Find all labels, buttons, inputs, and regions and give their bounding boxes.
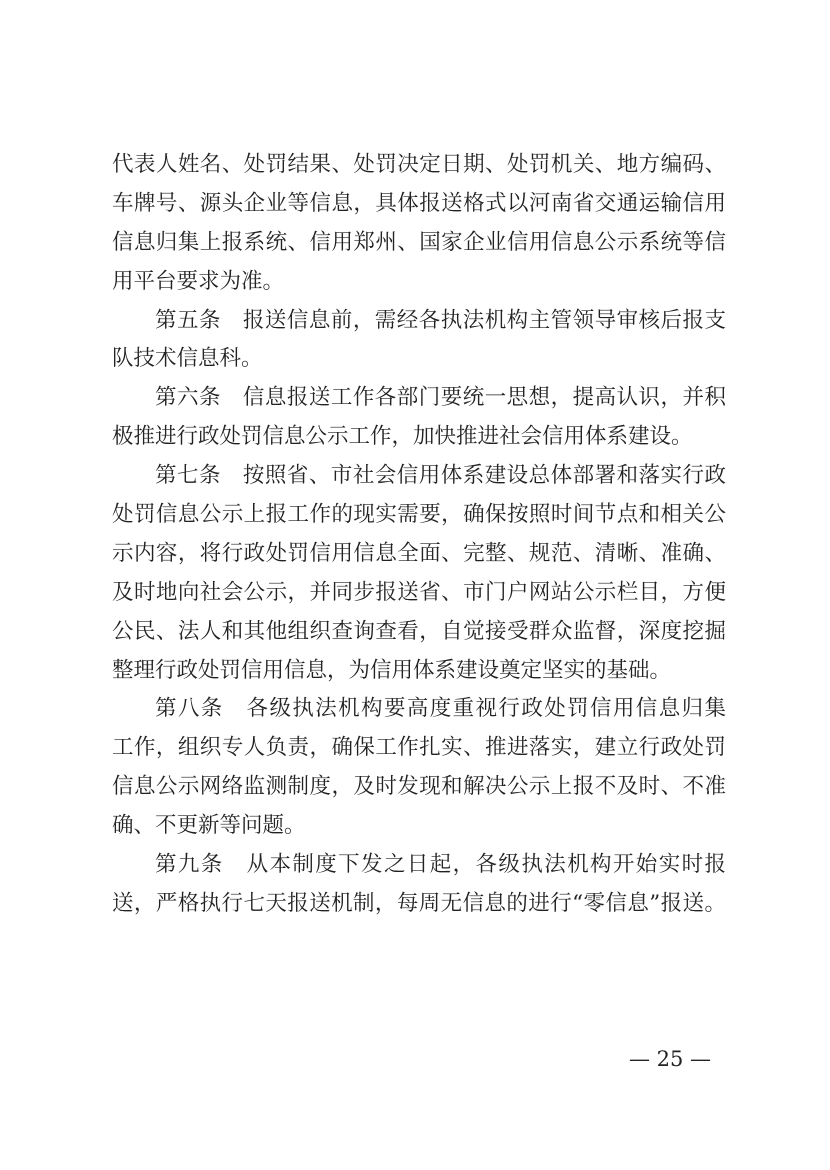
page-number: — 25 — — [628, 1047, 712, 1071]
text-line: 示内容，将行政处罚信用信息全面、完整、规范、清晰、准确、 — [112, 540, 726, 566]
article-5-line: 第五条 报送信息前，需经各执法机构主管领导审核后报支 — [155, 307, 726, 333]
text-line: 公民、法人和其他组织查询查看，自觉接受群众监督，深度挖掘 — [112, 618, 726, 644]
text-line: 送，严格执行七天报送机制，每周无信息的进行“零信息”报送。 — [112, 890, 726, 916]
text-line: 车牌号、源头企业等信息，具体报送格式以河南省交通运输信用 — [112, 190, 726, 216]
text-line: 信息公示网络监测制度，及时发现和解决公示上报不及时、不准 — [112, 774, 726, 800]
text-line: 处罚信息公示上报工作的现实需要，确保按照时间节点和相关公 — [112, 502, 726, 528]
text-line: 队技术信息科。 — [112, 346, 263, 372]
text-line: 代表人姓名、处罚结果、处罚决定日期、处罚机关、地方编码、 — [112, 152, 726, 177]
text-line: 工作，组织专人负责，确保工作扎实、推进落实，建立行政处罚 — [112, 735, 726, 761]
article-9-line: 第九条 从本制度下发之日起，各级执法机构开始实时报 — [155, 852, 726, 878]
text-line: 整理行政处罚信用信息，为信用体系建设奠定坚实的基础。 — [112, 657, 672, 683]
text-line: 用平台要求为准。 — [112, 268, 285, 294]
text-line: 信息归集上报系统、信用郑州、国家企业信用信息公示系统等信 — [112, 229, 726, 255]
article-6-line: 第六条 信息报送工作各部门要统一思想，提高认识，并积 — [155, 385, 726, 411]
text-line: 及时地向社会公示，并同步报送省、市门户网站公示栏目，方便 — [112, 579, 726, 605]
text-line: 极推进行政处罚信息公示工作，加快推进社会信用体系建设。 — [112, 424, 693, 450]
document-body — [112, 146, 726, 924]
article-7-line: 第七条 按照省、市社会信用体系建设总体部署和落实行政 — [155, 463, 726, 489]
text-line: 确、不更新等问题。 — [112, 813, 306, 839]
article-8-line: 第八条 各级执法机构要高度重视行政处罚信用信息归集 — [155, 696, 726, 722]
